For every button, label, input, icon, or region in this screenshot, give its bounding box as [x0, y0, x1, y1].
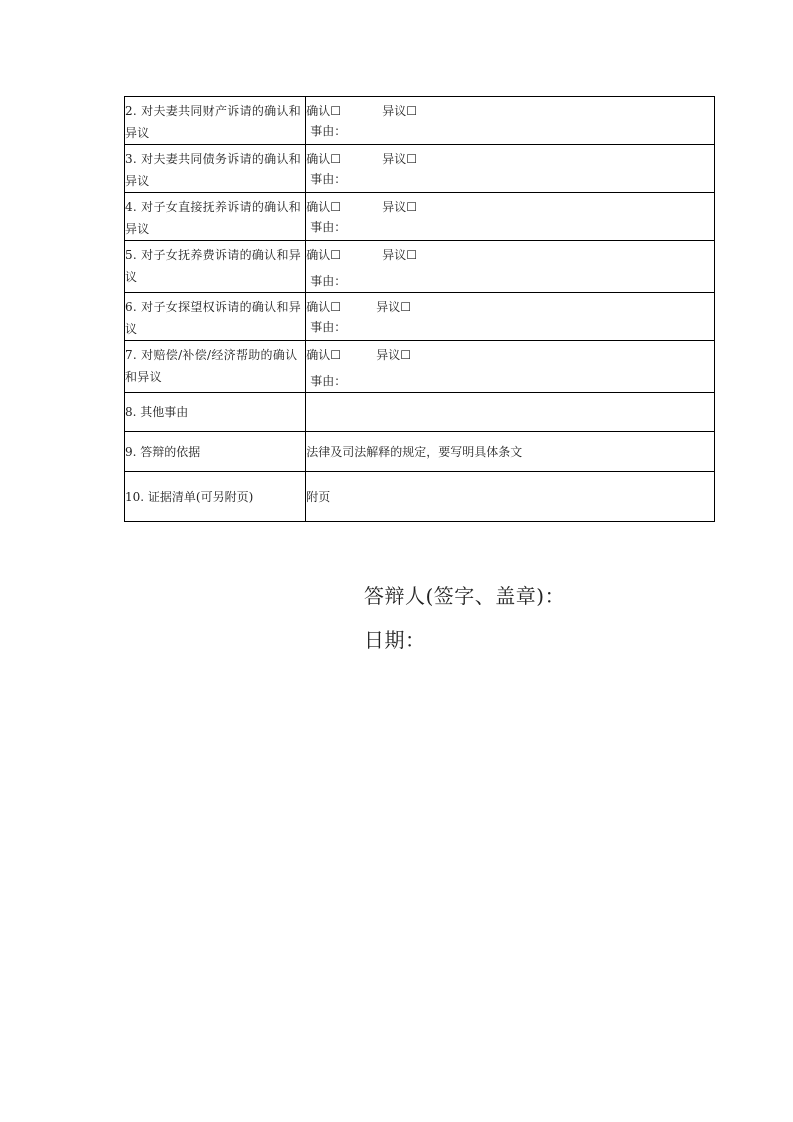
dispute-checkbox[interactable]: 异议☐ — [376, 348, 412, 362]
row-value[interactable]: 附页 — [306, 489, 331, 504]
confirm-checkbox[interactable]: 确认☐ — [306, 348, 342, 362]
row-value[interactable]: 法律及司法解释的规定，要写明具体条文 — [306, 444, 523, 459]
row-label: 6. 对子女探望权诉请的确认和异议 — [125, 300, 302, 336]
table-row — [125, 145, 715, 193]
row-label: 5. 对子女抚养费诉请的确认和异议 — [125, 248, 302, 284]
table-row — [125, 341, 715, 393]
table-row — [125, 97, 715, 145]
row-label-cell — [125, 293, 306, 341]
row-label: 9. 答辩的依据 — [125, 444, 201, 459]
table-row — [125, 193, 715, 241]
row-label-cell — [125, 241, 306, 293]
row-label-cell — [125, 97, 306, 145]
row-label: 8. 其他事由 — [125, 405, 189, 419]
row-value-cell — [306, 293, 715, 341]
row-value-cell — [306, 241, 715, 293]
row-label-cell — [125, 472, 306, 522]
reason-field[interactable]: 事由： — [310, 274, 347, 288]
reason-field[interactable]: 事由： — [310, 124, 347, 138]
defense-form-table — [124, 96, 715, 522]
row-value-cell[interactable] — [306, 393, 715, 432]
table-row — [125, 293, 715, 341]
row-label: 2. 对夫妻共同财产诉请的确认和异议 — [125, 104, 302, 140]
row-label-cell — [125, 393, 306, 432]
row-label: 7. 对赔偿/补偿/经济帮助的确认和异议 — [125, 348, 298, 384]
confirm-checkbox[interactable]: 确认☐ — [306, 200, 342, 214]
date-line: 日期： — [364, 628, 426, 652]
dispute-checkbox[interactable]: 异议☐ — [382, 248, 418, 262]
confirm-checkbox[interactable]: 确认☐ — [306, 152, 342, 166]
row-value-cell — [306, 341, 715, 393]
row-label-cell — [125, 432, 306, 472]
table-row — [125, 393, 715, 432]
row-value-cell — [306, 193, 715, 241]
confirm-checkbox[interactable]: 确认☐ — [306, 248, 342, 262]
row-value-cell[interactable] — [306, 472, 715, 522]
reason-field[interactable]: 事由： — [310, 172, 347, 186]
row-value-cell[interactable] — [306, 432, 715, 472]
dispute-checkbox[interactable]: 异议☐ — [376, 300, 412, 314]
row-label-cell — [125, 193, 306, 241]
row-label: 3. 对夫妻共同债务诉请的确认和异议 — [125, 152, 302, 188]
row-label-cell — [125, 341, 306, 393]
table-row — [125, 241, 715, 293]
row-value-cell — [306, 145, 715, 193]
table-row — [125, 472, 715, 522]
table-row — [125, 432, 715, 472]
dispute-checkbox[interactable]: 异议☐ — [382, 152, 418, 166]
row-label: 4. 对子女直接抚养诉请的确认和异议 — [125, 200, 302, 236]
respondent-signature-line: 答辩人(签字、盖章)： — [364, 584, 566, 608]
reason-field[interactable]: 事由： — [310, 220, 347, 234]
row-label: 10. 证据清单(可另附页) — [125, 489, 254, 504]
reason-field[interactable]: 事由： — [310, 320, 347, 334]
row-label-cell — [125, 145, 306, 193]
dispute-checkbox[interactable]: 异议☐ — [382, 200, 418, 214]
row-value-cell — [306, 97, 715, 145]
dispute-checkbox[interactable]: 异议☐ — [382, 104, 418, 118]
confirm-checkbox[interactable]: 确认☐ — [306, 104, 342, 118]
reason-field[interactable]: 事由： — [310, 374, 347, 388]
confirm-checkbox[interactable]: 确认☐ — [306, 300, 342, 314]
